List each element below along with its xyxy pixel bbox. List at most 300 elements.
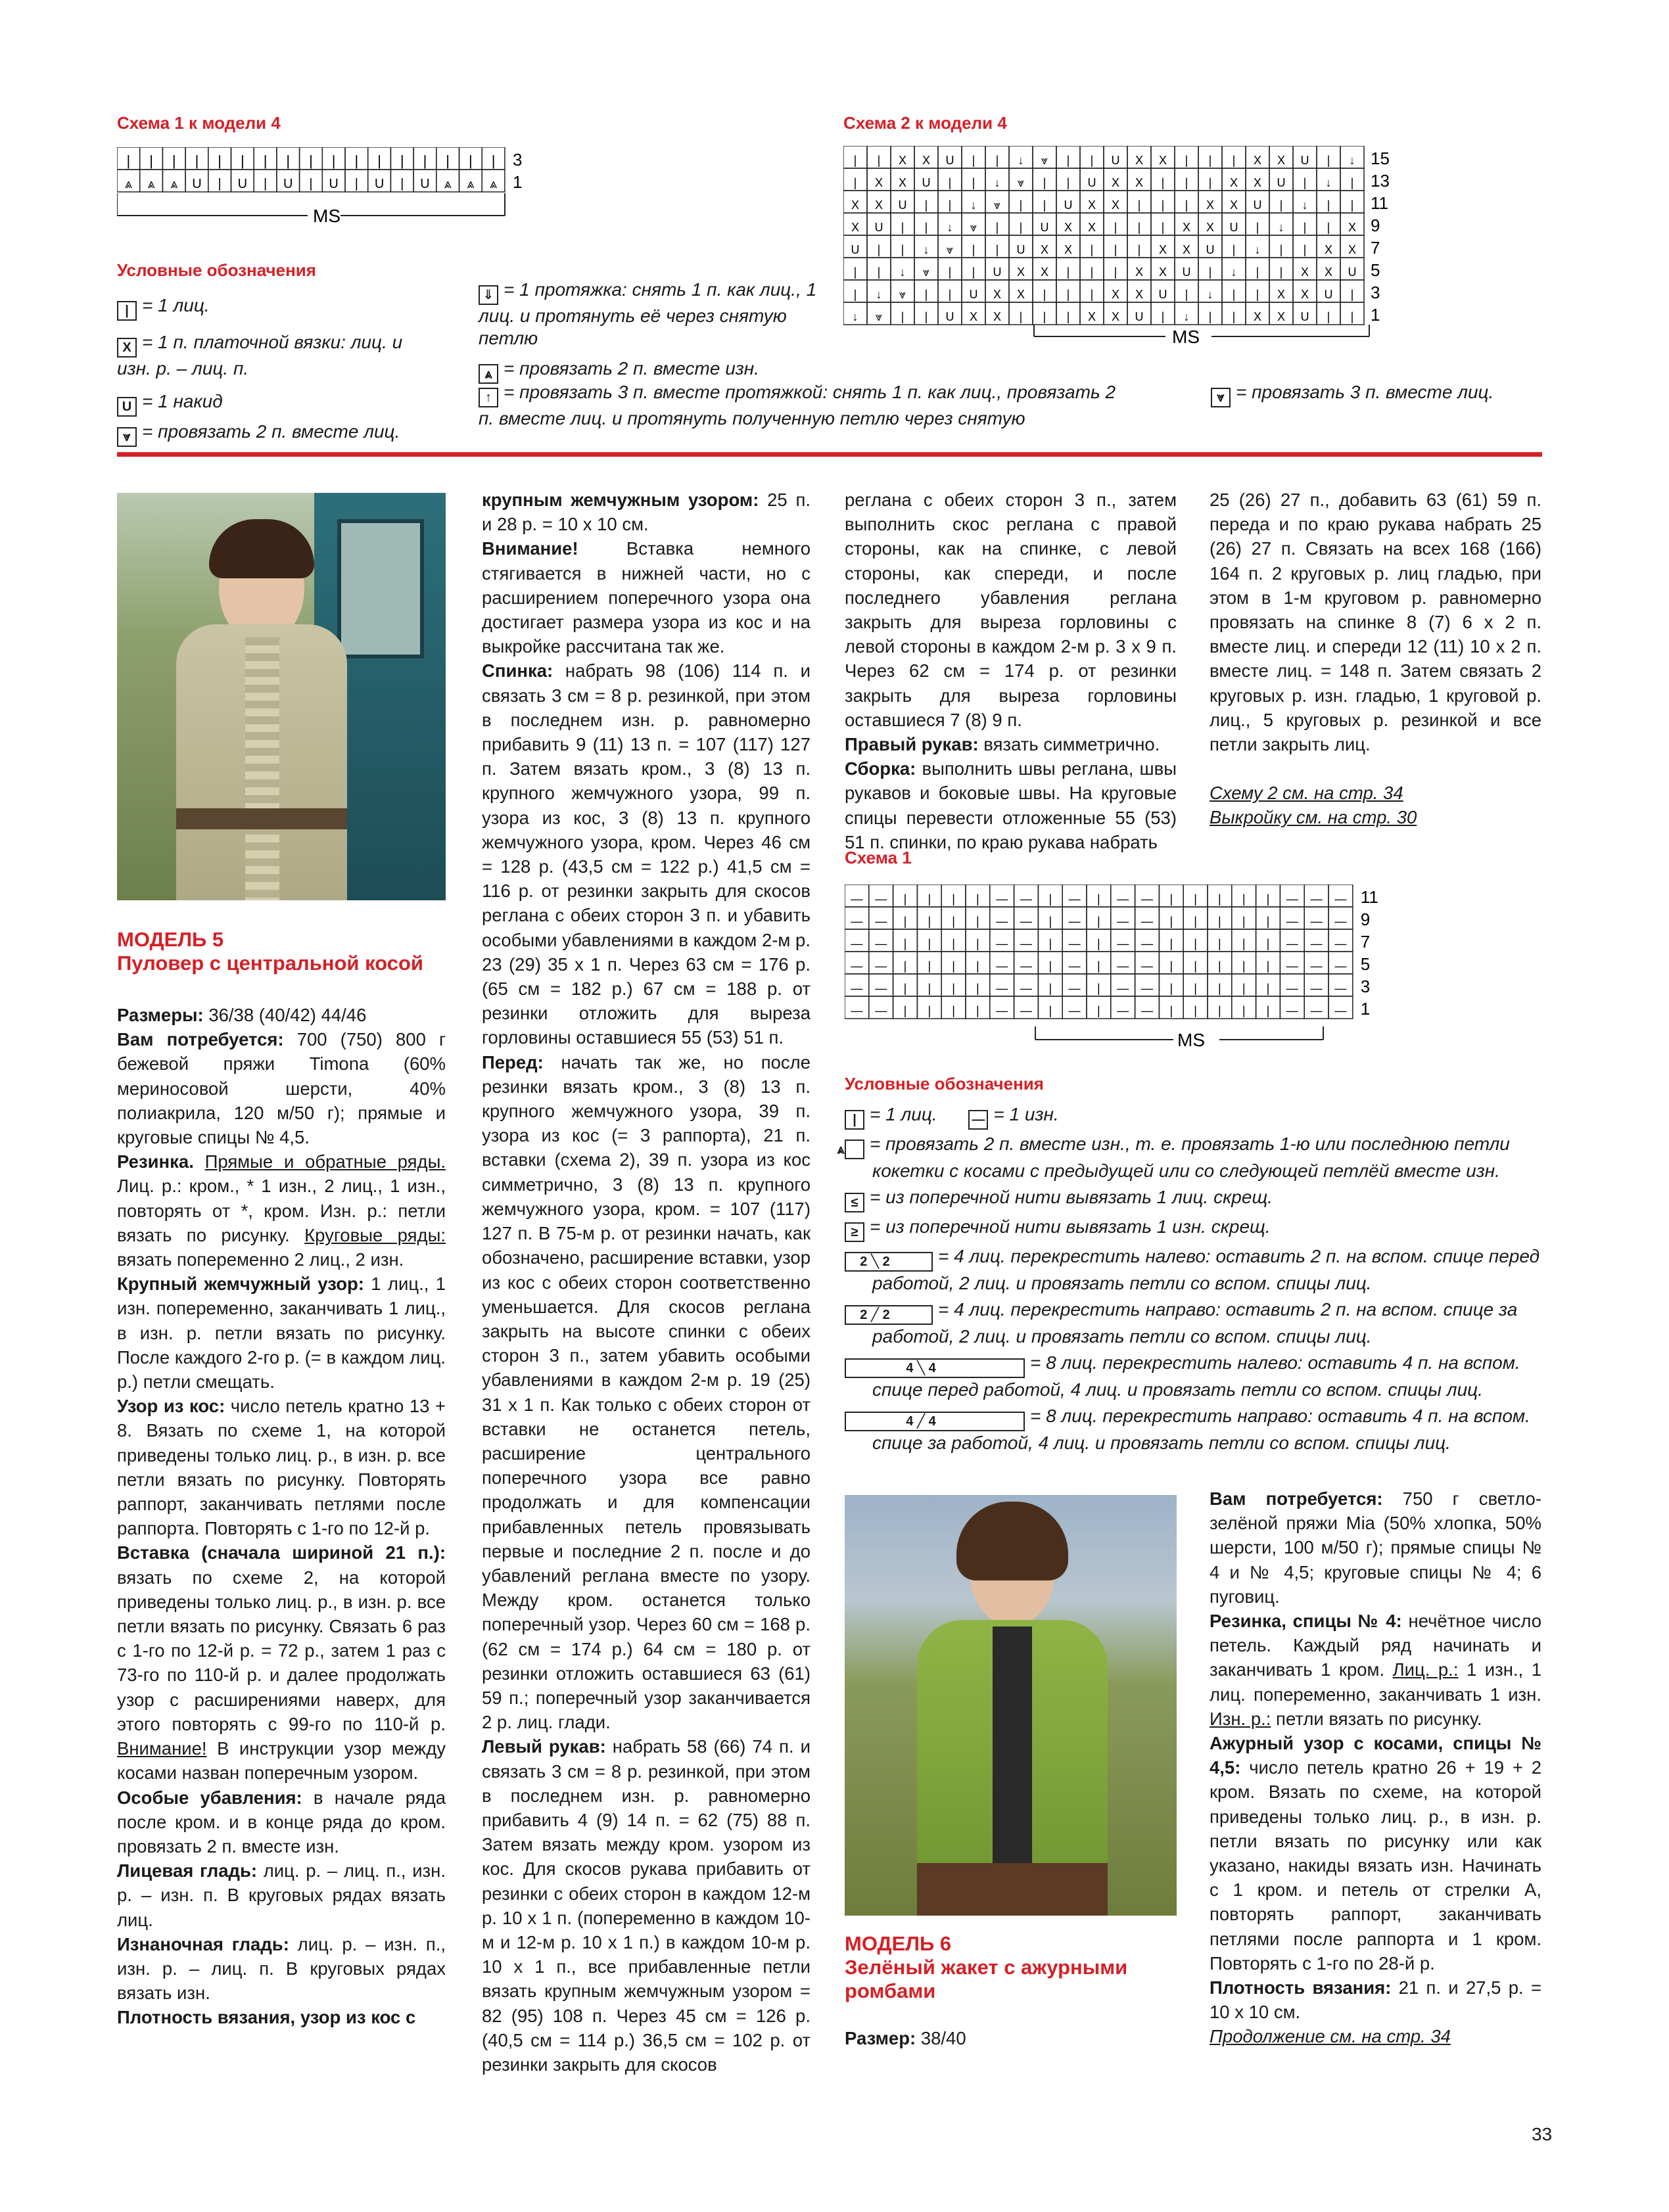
svg-text:U: U [969,288,978,301]
svg-text:X: X [874,176,883,189]
svg-text:|: | [1350,176,1354,189]
svg-text:|: | [1097,982,1100,995]
svg-text:|: | [354,152,359,169]
svg-text:⩓: ⩓ [170,177,178,191]
svg-text:—: — [996,1004,1008,1017]
svg-text:|: | [1350,310,1354,323]
svg-text:|: | [924,221,928,234]
svg-text:|: | [976,982,979,995]
svg-text:X: X [1277,310,1286,323]
svg-text:|: | [853,265,857,279]
scheme2-m4-title: Схема 2 к модели 4 [843,113,1007,133]
svg-text:—: — [1020,982,1032,995]
svg-text:|: | [1161,198,1165,212]
svg-text:|: | [377,152,381,169]
svg-text:X: X [1229,198,1238,212]
purl-icon: — [968,1110,988,1130]
svg-text:X: X [1229,176,1238,189]
svg-text:X: X [993,310,1002,323]
svg-text:U: U [1348,265,1357,279]
svg-text:|: | [952,937,955,950]
svg-text:|: | [952,915,955,928]
svg-text:|: | [400,152,404,169]
svg-text:|: | [976,937,979,950]
svg-text:X: X [1135,154,1144,167]
svg-text:|: | [1327,198,1330,212]
svg-text:|: | [1208,265,1212,279]
column-4-text: 25 (26) 27 п., добавить 63 (61) 59 п. переда и по краю рукава набрать 25 (26) 27 п. Связать на всех 168 (166) 164 п. 2 круговых р. лиц гладью, при этом в 1-м круговом р. равномерно провязать на спинке 8 (7) 6 х 2 п. вместе лиц. и спереди 12 (11) 10 х 2 п. вместе лиц. = 148 п. Затем связать 2 круговых р. изн. гладью, 1 круговой р. лиц., 5 круговых р. резинкой и все петли закрыть лиц. Схему 2 см. на стр. 34 Выкройку см. на стр. 30 [1210,488,1541,830]
scheme1-row-label: 3 [1360,977,1371,996]
svg-text:|: | [1114,221,1117,234]
svg-text:U: U [993,265,1002,279]
svg-text:—: — [875,892,887,906]
svg-text:|: | [331,152,336,169]
svg-text:—: — [1068,1004,1081,1017]
svg-text:|: | [1242,959,1246,973]
scheme1-row-label: 9 [1360,910,1371,929]
svg-text:|: | [263,152,268,169]
svg-text:|: | [1169,982,1173,995]
svg-text:|: | [1185,198,1188,212]
svg-text:|: | [903,959,907,973]
svg-text:—: — [1117,959,1129,973]
svg-text:—: — [1068,937,1081,950]
svg-text:|: | [1232,288,1236,301]
svg-text:|: | [1097,1004,1100,1017]
model5-title: Пуловер с центральной косой [117,952,423,975]
scheme1-row-label: 1 [1360,999,1371,1019]
svg-text:X: X [1182,243,1191,256]
svg-text:X: X [1111,198,1120,212]
svg-text:X: X [1348,243,1357,256]
svg-text:|: | [1161,221,1165,234]
svg-text:—: — [1141,959,1153,973]
svg-text:|: | [1208,176,1212,189]
svg-text:|: | [1303,221,1307,234]
svg-text:—: — [1117,1004,1129,1017]
svg-text:|: | [1279,198,1283,212]
svg-text:↓: ↓ [1349,154,1355,167]
svg-text:|: | [995,154,999,167]
svg-text:|: | [1090,154,1094,167]
svg-text:|: | [901,310,905,323]
svg-text:X: X [1111,288,1120,301]
svg-text:|: | [309,177,313,191]
model5-label: МОДЕЛЬ 5 [117,928,224,951]
scheme2-m4-ms: MS [1172,327,1200,347]
svg-text:U: U [237,177,248,191]
svg-text:⩓: ⩓ [444,177,452,191]
svg-text:X: X [874,198,883,212]
svg-text:|: | [972,154,976,167]
svg-text:U: U [1040,221,1049,234]
legend-top-bottom: ↑ = провязать 3 п. вместе протяжкой: снять 1 п. как лиц., провязать 2 п. вместе лиц. и протянуть полученную петлю через снятую [479,382,1116,428]
svg-text:—: — [996,982,1008,995]
svg-text:—: — [1141,937,1153,950]
svg-text:↓: ↓ [1325,176,1332,189]
svg-text:—: — [851,937,863,950]
svg-text:X: X [1348,221,1357,234]
svg-text:X: X [1016,288,1025,301]
svg-text:—: — [1334,892,1347,906]
scheme1-ms: MS [1177,1030,1205,1050]
svg-text:X: X [1253,310,1262,323]
svg-text:⩔: ⩔ [899,288,906,301]
svg-text:|: | [1019,198,1023,212]
svg-text:U: U [1111,154,1120,167]
svg-text:—: — [851,892,863,906]
svg-text:|: | [1019,221,1023,234]
svg-text:|: | [952,982,955,995]
knit-icon: | [845,1110,864,1130]
svg-text:—: — [1334,937,1347,950]
svg-text:|: | [928,915,931,928]
scheme1-m4-chart [117,147,538,233]
svg-text:U: U [945,154,954,167]
svg-text:↓: ↓ [1278,221,1284,234]
svg-text:|: | [126,152,131,169]
svg-text:U: U [1300,154,1309,167]
svg-text:—: — [851,959,863,973]
model6-title: Зелёный жакет с ажурными ромбами [845,1956,1128,2002]
svg-text:X: X [898,176,907,189]
cable-8-left-icon: 4 ╲ 4 [845,1358,1025,1378]
svg-text:|: | [976,915,979,928]
svg-text:|: | [877,154,881,167]
svg-text:↓: ↓ [852,310,858,323]
svg-text:|: | [928,1004,931,1017]
svg-text:|: | [1048,937,1052,950]
svg-text:|: | [1279,243,1283,256]
svg-text:U: U [1182,265,1191,279]
svg-text:|: | [1137,221,1141,234]
svg-text:X: X [1016,265,1025,279]
svg-text:|: | [1048,1004,1052,1017]
svg-text:—: — [1117,937,1129,950]
svg-text:—: — [875,937,887,950]
sk2p-icon: ↑ [479,388,498,407]
svg-text:|: | [1090,265,1094,279]
svg-text:|: | [1169,937,1173,950]
svg-text:|: | [972,176,976,189]
svg-text:|: | [952,959,955,973]
svg-text:U: U [1016,243,1025,256]
svg-text:|: | [1232,243,1236,256]
scheme1-m4-row-3: 3 [513,150,523,170]
svg-text:X: X [1277,154,1286,167]
svg-text:|: | [928,959,931,973]
svg-text:|: | [1327,221,1330,234]
svg-text:↓: ↓ [1302,198,1308,212]
svg-text:|: | [924,310,928,323]
svg-text:—: — [1286,982,1298,995]
svg-text:|: | [1242,915,1246,928]
column-2-text: крупным жемчужным узором: 25 п. и 28 р. = 10 х 10 см. Внимание! Вставка немного стягивается в нижней части, но с расширением поперечного узора она достигает размера узора из кос и на выкройке рассчитана так же. Спинка: набрать 98 (106) 114 п. и связать 3 см = 8 р. резинкой, при этом в последнем изн. р. равномерно прибавить 9 (11) 13 п. = 107 (117) 127 п. Затем вязать кром., 3 (8) 13 п. крупного жемчужного узора, 99 п. узора из кос, 3 (8) 13 п. крупного жемчужного узора, кром. Через 46 см = 128 р. (43,5 см = 122 р.) 41,5 см = 116 р. от резинки закрыть для скосов реглана с обеих сторон 3 п. и убавить особыми убавлениями в каждом 2-м р. 23 (29) 35 х 1 п. Через 63 см = 176 р. (65 см = 182 р.) 67 см = 188 р. от резинки отложить для выреза горловины оставшиеся 55 (53) 51 п. Перед: начать так же, но после резинки вязать кром., 3 (8) 13 п. крупного жемчужного узора, 39 п. узора из кос (= 3 раппорта), 21 п. вставки (схема 2), 39 п. узора из кос симметрично, 3 (8) 13 п. крупного жемчужного узора, кром. = 107 (117) 127 п. В 75-м р. от резинки начать, как обозначено, расширение вставки, узор из кос с обеих сторон соответственно уменьшается. Для скосов реглана закрыть на высоте спинки с обеих сторон 3 п., затем убавить особыми убавлениями в каждом 2-м р. 19 (25) 31 х 1 п. Как только с обеих сторон от вставки не останется петель, расширение центрального поперечного узора все равно продолжать и для компенсации прибавленных петель провязывать первые и последние 2 п. после и до убавлений реглана вместе по узору. Между кром. останется только поперечный узор. Через 60 см = 168 р. (62 см = 174 р.) 64 см = 180 р. от резинки отложить оставшиеся 63 (61) 59 п.; поперечный узор заканчивается 2 р. лиц. глади. Левый рукав: набрать 58 (66) 74 п. и связать 3 см = 8 р. резинкой, при этом в последнем изн. р. равномерно прибавить 4 (9) 14 п. = 62 (75) 88 п. Затем вязать между кром. узором из кос. Для скосов рукава прибавить от резинки с обеих сторон в каждом 12-м р. 10 х 1 п. (попеременно в каждом 10-м и 12-м р. 10 х 1 п.) в каждом 10-м р. 10 х 1 п., все прибавленные петли вязать крупным жемчужным узором = 82 (95) 108 п. Через 45 см = 126 р. (40,5 см = 114 р.) 36,5 см = 102 р. от резинки закрыть для скосов [482,490,811,2075]
svg-text:U: U [1135,310,1144,323]
svg-text:⩔: ⩔ [875,310,883,323]
svg-text:|: | [1256,265,1259,279]
svg-text:U: U [945,310,954,323]
p2tog-icon: ⩓ [479,364,498,384]
svg-text:|: | [972,265,976,279]
svg-text:—: — [1068,915,1081,928]
scheme2-m4-row-label: 5 [1371,260,1380,280]
svg-text:|: | [1218,982,1221,995]
svg-text:⩓: ⩓ [124,177,132,191]
svg-text:—: — [996,959,1008,973]
svg-text:X: X [1158,154,1167,167]
svg-text:|: | [1097,959,1100,973]
scheme1-m4-ms: MS [313,206,341,226]
svg-text:X: X [1300,265,1309,279]
svg-text:|: | [877,265,881,279]
svg-text:—: — [875,1004,887,1017]
svg-text:|: | [1169,915,1173,928]
pattern-ref-link[interactable]: Выкройку см. на стр. 30 [1210,807,1417,828]
svg-text:|: | [853,288,857,301]
svg-text:|: | [1048,892,1052,906]
svg-text:|: | [1266,1004,1270,1017]
svg-text:U: U [329,177,339,191]
continue-ref-link[interactable]: Продолжение см. на стр. 34 [1210,2026,1451,2047]
svg-text:|: | [1043,310,1046,323]
svg-text:U: U [420,177,430,191]
svg-text:|: | [1303,243,1307,256]
column-3-text: реглана с обеих сторон 3 п., затем выполнить скос реглана с правой стороны, как на спинке, с левой стороны, как спереди, и после последнего убавления реглана закрыть для выреза горловины с левой стороны в каждом 2-м р. 3 х 9 п. Через 62 см = 174 р. от резинки закрыть для выреза горловины оставшиеся 7 (8) 9 п. Правый рукав: вязать симметрично. Сборка: выполнить швы реглана, швы рукавов и боковые швы. На круговые спицы перевести отложенные 55 (53) 51 п. спинки, по краю рукава набрать [845,490,1177,852]
svg-text:—: — [1286,937,1298,950]
svg-text:|: | [853,176,857,189]
svg-text:X: X [898,154,907,167]
scheme1-row-label: 11 [1360,887,1378,907]
scheme-ref-link[interactable]: Схему 2 см. на стр. 34 [1210,783,1403,804]
svg-text:|: | [1066,310,1070,323]
svg-text:X: X [1182,221,1191,234]
svg-text:U: U [1158,288,1167,301]
svg-text:—: — [996,937,1008,950]
svg-text:|: | [309,152,313,169]
svg-text:|: | [1194,982,1197,995]
svg-text:U: U [192,177,202,191]
svg-text:|: | [1169,959,1173,973]
svg-text:|: | [1194,937,1197,950]
svg-text:|: | [924,198,928,212]
svg-text:|: | [1266,892,1270,906]
svg-text:|: | [903,1004,907,1017]
svg-text:|: | [928,892,931,906]
svg-text:X: X [993,288,1002,301]
svg-text:|: | [972,243,976,256]
svg-text:|: | [903,915,907,928]
svg-text:|: | [218,152,222,169]
scheme2-m4-row-label: 3 [1371,283,1380,302]
svg-text:|: | [1266,915,1270,928]
svg-text:|: | [1048,959,1052,973]
svg-text:U: U [1087,176,1096,189]
svg-text:—: — [996,892,1008,906]
svg-text:|: | [948,176,952,189]
svg-text:—: — [1286,892,1298,906]
scheme1-chart [845,885,1384,1055]
model6-size: Размер: 38/40 [845,2028,966,2048]
scheme1-row-label: 5 [1360,954,1371,974]
svg-text:|: | [1097,892,1100,906]
svg-text:X: X [851,198,860,212]
svg-text:↓: ↓ [1231,265,1237,279]
svg-text:⩔: ⩔ [1041,154,1048,167]
svg-text:|: | [1279,265,1283,279]
svg-text:|: | [1350,198,1354,212]
svg-text:X: X [1135,176,1144,189]
svg-text:|: | [948,265,952,279]
scheme1-m4-title: Схема 1 к модели 4 [117,113,281,133]
svg-text:U: U [851,243,860,256]
svg-text:|: | [1185,288,1188,301]
legend-top-right: ⩔ = провязать 3 п. вместе лиц. [1211,381,1540,407]
model6-label: МОДЕЛЬ 6 [845,1932,952,1955]
svg-text:|: | [924,288,928,301]
svg-text:X: X [922,154,931,167]
svg-text:|: | [1194,1004,1197,1017]
svg-text:X: X [1135,288,1144,301]
svg-text:|: | [901,243,905,256]
svg-text:—: — [1310,892,1323,906]
svg-text:U: U [874,221,883,234]
svg-text:|: | [1090,243,1094,256]
svg-text:|: | [1327,310,1330,323]
svg-text:|: | [1137,198,1141,212]
svg-text:|: | [1218,959,1221,973]
scheme1-m4-row-1: 1 [513,172,523,192]
svg-text:↓: ↓ [1254,243,1261,256]
svg-text:|: | [1208,310,1212,323]
m1-knit-icon: ≤ [845,1193,864,1212]
svg-text:|: | [1266,937,1270,950]
svg-text:|: | [948,288,952,301]
svg-text:—: — [1310,1004,1323,1017]
svg-text:X: X [1064,221,1073,234]
svg-text:↓: ↓ [970,198,977,212]
svg-text:|: | [1185,176,1188,189]
svg-text:⩔: ⩔ [946,243,954,256]
svg-text:⩓: ⩓ [467,177,475,191]
cable-4-right-icon: 2 ╱ 2 [845,1305,933,1325]
svg-text:|: | [976,892,979,906]
svg-text:—: — [1141,982,1153,995]
svg-text:—: — [875,982,887,995]
knit-icon: | [117,301,137,321]
column-4-model6-text: Вам потребуется: 750 г светло-зелёной пряжи Mia (50% хлопка, 50% шерсти, 100 м/50 г); прямые спицы № 4 и № 4,5; круговые спицы № 4; 6 пуговиц. Резинка, спицы № 4: нечётное число петель. Каждый ряд начинать и заканчивать 1 кром. Лиц. р.: 1 изн., 1 лиц. попеременно, заканчивать 1 изн. Изн. р.: петли вязать по рисунку. Ажурный узор с косами, спицы № 4,5: число петель кратно 26 + 19 + 2 кром. Вязать по схеме, на которой приведены только лиц. р., в изн. р. петли вязать по рисунку или как указано, накиды вязать изн. Начинать с 1 кром. и петель от стрелки А, повторять раппорт, заканчивать петлями после раппорта и 1 кром. Повторять с 1-го по 28-й р. Плотность вязания: 21 п. и 27,5 р. = 10 х 10 см. Продолжение см. на стр. 34 [1210,1486,1541,2049]
svg-text:—: — [1310,937,1323,950]
svg-text:U: U [1300,310,1309,323]
svg-text:|: | [1048,915,1052,928]
svg-text:|: | [976,959,979,973]
svg-text:U: U [898,198,907,212]
svg-text:↓: ↓ [994,176,1000,189]
svg-text:—: — [1141,1004,1153,1017]
scheme2-m4-row-label: 11 [1371,193,1388,213]
page-number: 33 [1532,2124,1553,2144]
svg-text:U: U [922,176,931,189]
svg-text:X: X [1040,265,1049,279]
svg-text:—: — [1068,892,1081,906]
legend-top-title: Условные обозначения [117,260,316,280]
svg-text:↓: ↓ [876,288,882,301]
svg-text:X: X [1040,243,1049,256]
svg-text:—: — [1334,959,1347,973]
svg-text:|: | [995,243,999,256]
svg-text:|: | [976,1004,979,1017]
svg-text:|: | [1066,265,1070,279]
svg-text:|: | [1043,288,1046,301]
svg-text:X: X [1158,243,1167,256]
cable-8-right-icon: 4 ╱ 4 [845,1412,1025,1431]
scheme2-m4-row-label: 13 [1371,171,1390,191]
svg-text:|: | [240,152,245,169]
svg-text:X: X [1087,221,1096,234]
svg-text:|: | [877,243,881,256]
svg-text:—: — [1117,982,1129,995]
svg-text:—: — [875,959,887,973]
svg-text:⩓: ⩓ [489,177,498,191]
svg-text:|: | [1161,176,1165,189]
model5-photo [117,493,446,900]
svg-text:U: U [1206,243,1215,256]
legend-top-mid: ⇓ = 1 протяжка: снять 1 п. как лиц., 1 лиц. и протянуть её через снятую петлю ⩓ = провязать 2 п. вместе изн. [479,279,820,384]
svg-text:U: U [1064,198,1073,212]
svg-text:|: | [1327,154,1330,167]
svg-text:|: | [1242,1004,1246,1017]
svg-text:U: U [1324,288,1333,301]
svg-text:|: | [1194,959,1197,973]
svg-text:|: | [1266,959,1270,973]
svg-text:U: U [283,177,293,191]
svg-text:—: — [1141,915,1153,928]
svg-text:↓: ↓ [1018,154,1024,167]
svg-text:|: | [952,892,955,906]
svg-text:—: — [1310,915,1323,928]
svg-text:|: | [1185,154,1188,167]
column-1-text: Размеры: 36/38 (40/42) 44/46 Вам потребуется: 700 (750) 800 г бежевой пряжи Timona (60% мериносовой шерсти, 40% полиакрила, 120 м/50 г); прямые и круговые спицы № 4,5. Резинка. Прямые и обратные ряды. Лиц. р.: кром., * 1 изн., 2 лиц., 1 изн., повторять от *, кром. Изн. р.: петли вязать по рисунку. Круговые ряды: вязать попеременно 2 лиц., 2 изн. Крупный жемчужный узор: 1 лиц., 1 изн. попеременно, заканчивать 1 лиц., в изн. р. петли вязать по рисунку. После каждого 2-го р. (= в каждом лиц. р.) петли смещать. Узор из кос: число петель кратно 13 + 8. Вязать по схеме 1, на которой приведены только лиц. р., в изн. р. все петли вязать по рисунку. Повторять раппорт, заканчивать петлями после раппорта. Повторять с 1-го по 12-й р. Вставка (сначала шириной 21 п.): вязать по схеме 2, на которой приведены только лиц. р., в изн. р. все петли вязать по рисунку. Связать 6 раз с 1-го по 12-й р. = 72 р., затем 1 раз с 73-го по 110-й р. и далее продолжать узор с расширениями наверх, для этого повторять с 99-го по 110-й р. Внимание! В инструкции узор между косами назван поперечным узором. Особые убавления: в начале ряда после кром. и в конце ряда до кром. провязать 2 п. вместе изн. Лицевая гладь: лиц. р. – лиц. п., изн. р. – изн. п. В круговых рядах вязать лиц. Изнаночная гладь: лиц. р. – изн. п., изн. р. – лиц. п. В круговых рядах вязать изн. Плотность вязания, узор из кос с [117,1005,446,2028]
svg-text:—: — [1310,959,1323,973]
svg-text:X: X [1135,265,1144,279]
svg-text:—: — [1141,892,1153,906]
svg-text:|: | [149,152,153,169]
svg-text:|: | [286,152,291,169]
svg-text:|: | [468,152,473,169]
scheme1-row-label: 7 [1360,932,1371,952]
svg-text:|: | [1218,915,1221,928]
scheme2-m4-row-label: 9 [1371,216,1380,235]
svg-text:|: | [1114,243,1117,256]
svg-text:—: — [851,915,863,928]
svg-text:|: | [1066,176,1070,189]
svg-text:|: | [1048,982,1052,995]
svg-text:|: | [1043,198,1046,212]
svg-text:|: | [1097,915,1100,928]
svg-text:|: | [1242,982,1246,995]
svg-text:U: U [1277,176,1286,189]
svg-text:|: | [928,982,931,995]
svg-text:|: | [853,154,857,167]
svg-text:|: | [400,177,404,191]
svg-text:X: X [1300,288,1309,301]
svg-text:X: X [1206,198,1215,212]
svg-text:⩓: ⩓ [147,177,155,191]
svg-text:—: — [996,915,1008,928]
svg-text:X: X [969,310,978,323]
svg-text:—: — [1020,915,1032,928]
m1-purl-icon: ≥ [845,1222,864,1242]
